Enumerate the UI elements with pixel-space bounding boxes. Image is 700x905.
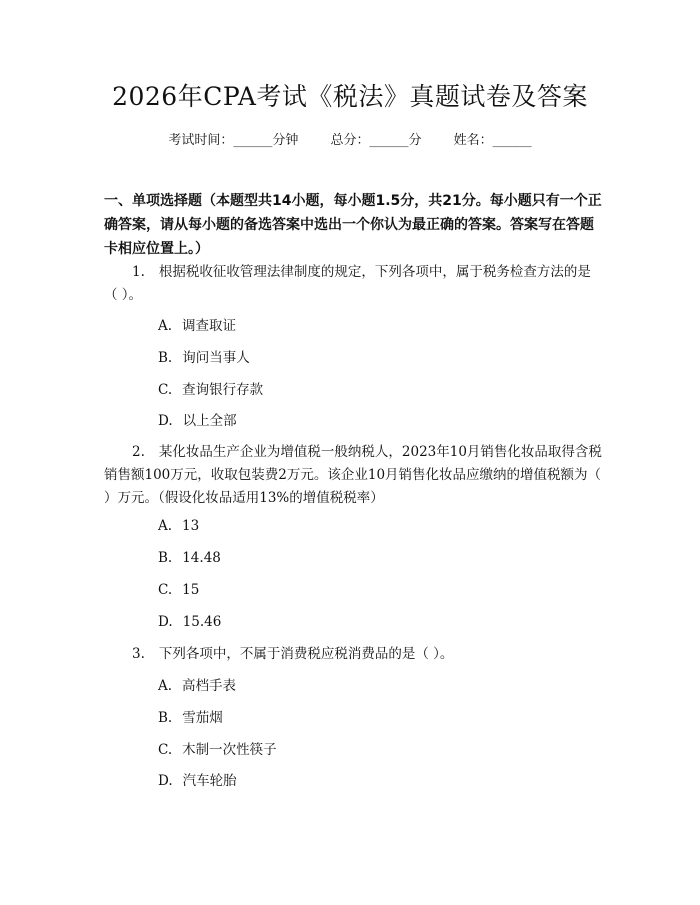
- option-text: 雪茄烟: [182, 710, 223, 726]
- question-number: 1.: [132, 264, 145, 280]
- option-letter: D.: [158, 614, 173, 630]
- question-text: 下列各项中，不属于消费税应税消费品的是（ ）。: [158, 646, 454, 662]
- option-letter: C.: [158, 382, 173, 398]
- question-3-option-b: [158, 708, 223, 728]
- option-text: 以上全部: [182, 413, 237, 429]
- exam-meta: [0, 131, 700, 151]
- question-2-option-b: [158, 548, 221, 568]
- question-text: 根据税收征收管理法律制度的规定，下列各项中，属于税务检查方法的是（ ）。: [104, 264, 591, 303]
- question-3-option-a: [158, 676, 236, 696]
- option-text: 14.48: [182, 550, 221, 566]
- option-letter: A.: [158, 678, 173, 694]
- total-score-field: 总分：______分: [330, 133, 422, 148]
- page-title: 2026年CPA考试《税法》真题试卷及答案: [112, 82, 588, 111]
- question-1: [104, 261, 604, 307]
- option-letter: D.: [158, 773, 173, 789]
- question-2-option-c: [158, 580, 199, 600]
- option-letter: D.: [158, 413, 173, 429]
- option-letter: B.: [158, 710, 173, 726]
- question-1-option-d: [158, 411, 237, 431]
- option-letter: A.: [158, 318, 173, 334]
- question-1-option-a: [158, 316, 236, 336]
- option-text: 15.46: [182, 614, 222, 630]
- option-letter: C.: [158, 742, 173, 758]
- exam-time-field: 考试时间：______分钟: [168, 133, 299, 148]
- question-3: [104, 643, 604, 666]
- option-text: 查询银行存款: [182, 382, 264, 398]
- question-number: 3.: [132, 646, 145, 662]
- option-letter: A.: [158, 518, 173, 534]
- option-text: 木制一次性筷子: [182, 742, 277, 758]
- option-letter: C.: [158, 582, 173, 598]
- name-field: 姓名：______: [453, 133, 532, 148]
- question-number: 2.: [132, 444, 145, 460]
- option-text: 汽车轮胎: [182, 773, 237, 789]
- option-text: 13: [182, 518, 200, 534]
- option-text: 调查取证: [182, 318, 237, 334]
- question-2-option-d: [158, 612, 221, 632]
- option-text: 询问当事人: [182, 350, 250, 366]
- question-2-option-a: [158, 516, 199, 536]
- question-2: [104, 441, 604, 510]
- option-letter: B.: [158, 550, 173, 566]
- section-heading: 一、单项选择题（本题型共14小题，每小题1.5分，共21分。每小题只有一个正确答案，请从每小题的备选答案中选出一个你认为最正确的答案。答案写在答题卡相应位置上。）: [104, 193, 602, 257]
- option-text: 15: [182, 582, 200, 598]
- question-3-option-c: [158, 740, 277, 760]
- question-1-option-c: [158, 380, 263, 400]
- option-letter: B.: [158, 350, 173, 366]
- question-1-option-b: [158, 348, 250, 368]
- question-3-option-d: [158, 771, 237, 791]
- option-text: 高档手表: [182, 678, 237, 694]
- question-text: 某化妆品生产企业为增值税一般纳税人，2023年10月销售化妆品取得含税销售额100万元，收取包装费2万元。该企业10月销售化妆品应缴纳的增值税额为（ ）万元。（假设化妆品适用13%的增值税税率）: [104, 444, 602, 506]
